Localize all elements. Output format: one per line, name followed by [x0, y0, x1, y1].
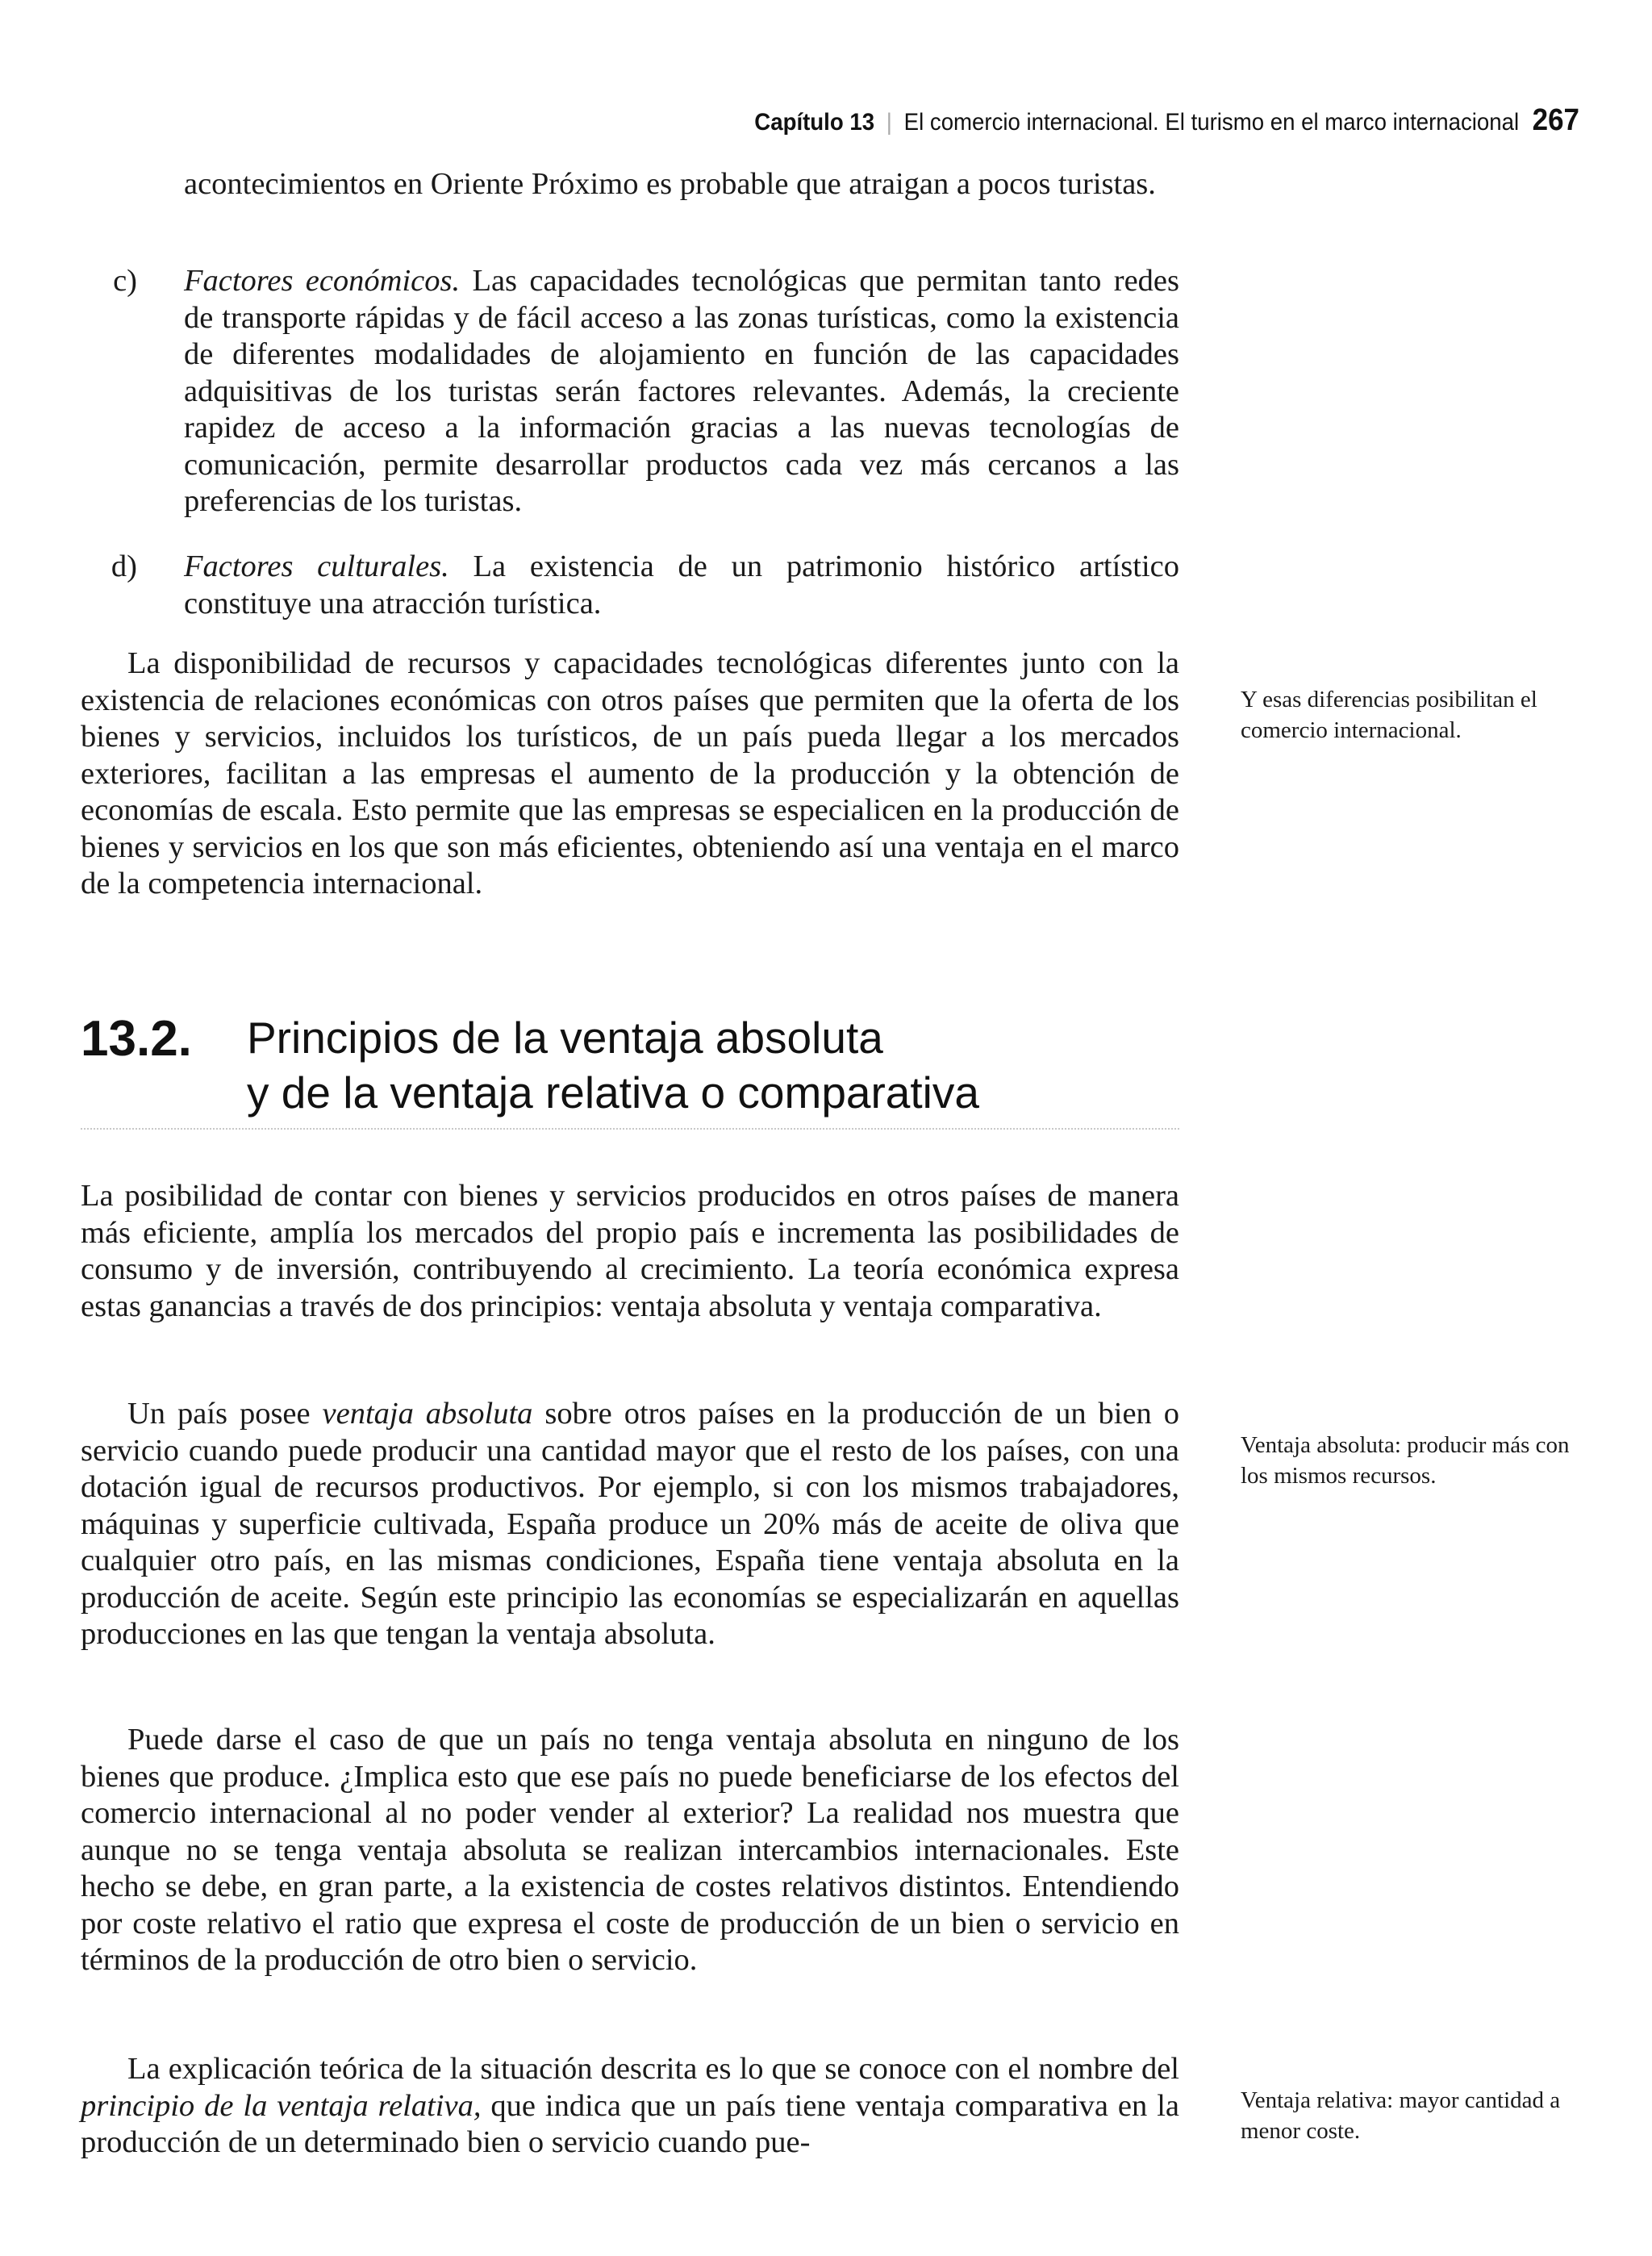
- term-absolute-advantage: ventaja absoluta: [322, 1397, 533, 1431]
- paragraph-relative-after: que indica que un país tiene ventaja comparativa en la producción de un determinado bien o servicio cuando pue-: [81, 2088, 1179, 2159]
- section-title-line-2: y de la ventaja relativa o comparativa: [247, 1067, 979, 1118]
- section-title: [247, 1010, 979, 1120]
- list-item-d-text: [184, 549, 1179, 622]
- header-title: El comercio internacional. El turismo en el marco internacional: [903, 109, 1520, 136]
- paragraph-relative-text: [81, 2051, 1179, 2162]
- list-item-d-body: La existencia de un patrimonio histórico artístico constituye una atracción turística.: [184, 549, 1179, 620]
- margin-note-differences: Y esas diferencias posibilitan el comercio internacional.: [1241, 687, 1537, 743]
- header-chapter: Capítulo 13: [754, 109, 875, 136]
- paragraph-relative-advantage: [81, 2051, 1179, 2162]
- section-number: 13.2.: [81, 1011, 192, 1067]
- paragraph-relative-before: La explicación teórica de la situación descrita es lo que se conoce con el nombre del: [127, 2052, 1179, 2086]
- paragraph-intro-text: La posibilidad de contar con bienes y servicios producidos en otros países de manera más eficiente, amplía los mercados del propio país e incrementa las posibilidades de consumo y de inversión, contribuyendo al crecimiento. La teoría económica expresa estas ganancias a través de dos principios: ventaja absoluta y ventaja comparativa.: [81, 1179, 1179, 1323]
- paragraph-specialization-text: La disponibilidad de recursos y capacidades tecnológicas diferentes junto con la existencia de relaciones económicas con otros países que permiten que la oferta de los bienes y servicios, incluidos los turísticos, de un país pueda llegar a los mercados exteriores, facilitan a las empresas el aumento de la producción y la obtención de economías de escala. Esto permite que las empresas se especialicen en la producción de bienes y servicios en los que son más eficientes, obteniendo así una ventaja en el marco de la competencia internacional.: [81, 646, 1179, 900]
- intro-continuation: [184, 166, 1179, 203]
- paragraph-absolute-advantage: [81, 1396, 1179, 1653]
- list-marker-d: d): [111, 549, 137, 583]
- intro-continuation-text: acontecimientos en Oriente Próximo es probable que atraigan a pocos turistas.: [184, 167, 1156, 201]
- paragraph-specialization: [81, 645, 1179, 903]
- header-separator: |: [886, 109, 892, 136]
- paragraph-relative-costs: [81, 1722, 1179, 1979]
- section-title-line-1: Principios de la ventaja absoluta: [247, 1013, 883, 1063]
- list-item-c-term: Factores económicos.: [184, 264, 461, 298]
- page-number: 267: [1532, 103, 1579, 137]
- running-header: [754, 103, 1579, 138]
- list-item-d-term: Factores culturales.: [184, 549, 449, 583]
- paragraph-intro: [81, 1178, 1179, 1325]
- section-divider: [81, 1128, 1179, 1130]
- margin-note-relative: Ventaja relativa: mayor cantidad a menor coste.: [1241, 2087, 1561, 2144]
- margin-note-absolute: Ventaja absoluta: producir más con los mismos recursos.: [1241, 1432, 1570, 1489]
- list-item-c-text: [184, 263, 1179, 520]
- paragraph-absolute-text: [81, 1396, 1179, 1653]
- paragraph-relative-costs-text: Puede darse el caso de que un país no tenga ventaja absoluta en ninguno de los bienes que produce. ¿Implica esto que ese país no puede beneficiarse de los efectos del comercio internacional al no poder vender al exterior? La realidad nos muestra que aunque no se tenga ventaja absoluta se realizan intercambios internacionales. Este hecho se debe, en gran parte, a la existencia de costes relativos distintos. Entendiendo por coste relativo el ratio que expresa el coste de producción de un bien o servicio en términos de la producción de otro bien o servicio.: [81, 1723, 1179, 1977]
- paragraph-absolute-before: Un país posee: [127, 1397, 323, 1431]
- list-marker-c: c): [113, 264, 137, 298]
- term-relative-advantage: principio de la ventaja relativa,: [81, 2088, 482, 2123]
- list-item-d: [111, 549, 1179, 622]
- list-item-c-body: Las capacidades tecnológicas que permitan tanto redes de transporte rápidas y de fácil acceso a las zonas turísticas, como la existencia de diferentes modalidades de alojamiento en función de las capacidades adquisitivas de los turistas serán factores relevantes. Además, la creciente rapidez de acceso a la información gracias a las nuevas tecnologías de comunicación, permite desarrollar productos cada vez más cercanos a las preferencias de los turistas.: [184, 264, 1179, 518]
- list-item-c: [113, 263, 1179, 520]
- paragraph-absolute-after: sobre otros países en la producción de un bien o servicio cuando puede producir una cantidad mayor que el resto de los países, con una dotación igual de recursos productivos. Por ejemplo, si con los mismos trabajadores, máquinas y superficie cultivada, España produce un 20% más de aceite de oliva que cualquier otro país, en las mismas condiciones, España tiene ventaja absoluta en la producción de aceite. Según este principio las economías se especializarán en aquellas producciones en las que tengan la ventaja absoluta.: [81, 1397, 1179, 1651]
